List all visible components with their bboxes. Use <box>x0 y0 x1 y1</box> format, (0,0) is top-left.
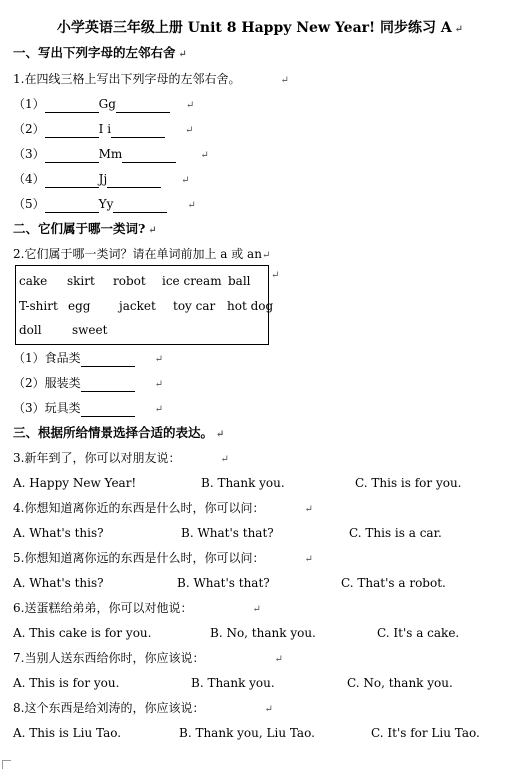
question-1-instruction: 1.在四线三格上写出下列字母的左邻右舍。 ↵ <box>13 72 289 86</box>
question-8: 8.这个东西是给刘涛的，你应该说： ↵ <box>13 701 273 715</box>
word: ice cream <box>162 274 222 288</box>
question-5: 5.你想知道离你远的东西是什么时，你可以问： ↵ <box>13 551 313 565</box>
word: cake <box>19 274 48 288</box>
letter-row-2: （2） I i ↵ <box>13 122 194 136</box>
word: ball <box>228 274 251 288</box>
answer-blank[interactable] <box>81 379 135 392</box>
option-b[interactable]: B. Thank you. <box>201 476 285 490</box>
word: egg <box>68 299 91 313</box>
section-heading-1: 一、写出下列字母的左邻右舍 ↵ <box>13 45 187 60</box>
section-heading-3: 三、根据所给情景选择合适的表达。 ↵ <box>13 425 225 440</box>
word: hot dog <box>227 299 274 313</box>
option-c[interactable]: C. This is for you. <box>355 476 462 490</box>
option-c[interactable]: C. It's a cake. <box>377 626 460 640</box>
answer-blank[interactable] <box>81 404 135 417</box>
option-a[interactable]: A. This is for you. <box>13 676 120 690</box>
letter-row-3: （3） Mm ↵ <box>13 147 209 161</box>
category-row-food: （1）食品类 ↵ <box>13 351 164 365</box>
question-3: 3.新年到了，你可以对朋友说： ↵ <box>13 451 229 465</box>
answer-blank[interactable] <box>122 150 176 163</box>
answer-blank[interactable] <box>81 354 135 367</box>
word: toy car <box>173 299 216 313</box>
answer-blank[interactable] <box>116 100 170 113</box>
category-row-toys: （3）玩具类 ↵ <box>13 401 164 415</box>
option-b[interactable]: B. Thank you. <box>191 676 275 690</box>
answer-blank[interactable] <box>45 175 99 188</box>
category-row-clothes: （2）服装类 ↵ <box>13 376 164 390</box>
answer-blank[interactable] <box>113 200 167 213</box>
word: doll <box>19 323 42 337</box>
option-c[interactable]: C. It's for Liu Tao. <box>371 726 480 740</box>
word: jacket <box>119 299 156 313</box>
option-a[interactable]: A. What's this? <box>13 576 104 590</box>
option-a[interactable]: A. Happy New Year! <box>13 476 137 490</box>
word: sweet <box>72 323 108 337</box>
word-box <box>15 265 274 345</box>
option-b[interactable]: B. What's that? <box>181 526 274 540</box>
page-title: 小学英语三年级上册 Unit 8 Happy New Year! 同步练习 A ↵ <box>56 20 464 36</box>
letter-row-4: （4） Jj ↵ <box>13 172 190 186</box>
answer-blank[interactable] <box>45 200 99 213</box>
answer-blank[interactable] <box>45 100 99 113</box>
option-a[interactable]: A. This cake is for you. <box>13 626 152 640</box>
word: skirt <box>67 274 95 288</box>
word: robot <box>113 274 146 288</box>
question-4: 4.你想知道离你近的东西是什么时，你可以问： ↵ <box>13 501 313 515</box>
option-c[interactable]: C. That's a robot. <box>341 576 446 590</box>
option-b[interactable]: B. What's that? <box>177 576 270 590</box>
section-heading-2: 二、它们属于哪一类词? ↵ <box>13 221 157 236</box>
page-corner-mark <box>2 760 11 769</box>
word: T-shirt <box>19 299 58 313</box>
option-b[interactable]: B. No, thank you. <box>210 626 316 640</box>
question-7: 7.当别人送东西给你时，你应该说： ↵ <box>13 651 283 665</box>
question-6: 6.送蛋糕给弟弟，你可以对他说： ↵ <box>13 601 261 615</box>
question-2-instruction: 2.它们属于哪一类词？请在单词前加上 a 或 an↵ <box>13 247 271 261</box>
answer-blank[interactable] <box>107 175 161 188</box>
option-a[interactable]: A. What's this? <box>13 526 104 540</box>
answer-blank[interactable] <box>45 125 99 138</box>
option-c[interactable]: C. No, thank you. <box>347 676 453 690</box>
answer-blank[interactable] <box>45 150 99 163</box>
option-a[interactable]: A. This is Liu Tao. <box>13 726 122 740</box>
option-c[interactable]: C. This is a car. <box>349 526 442 540</box>
letter-row-5: （5） Yy ↵ <box>13 197 196 211</box>
option-b[interactable]: B. Thank you, Liu Tao. <box>179 726 315 740</box>
answer-blank[interactable] <box>111 125 165 138</box>
letter-row-1: （1） Gg ↵ <box>13 97 195 111</box>
